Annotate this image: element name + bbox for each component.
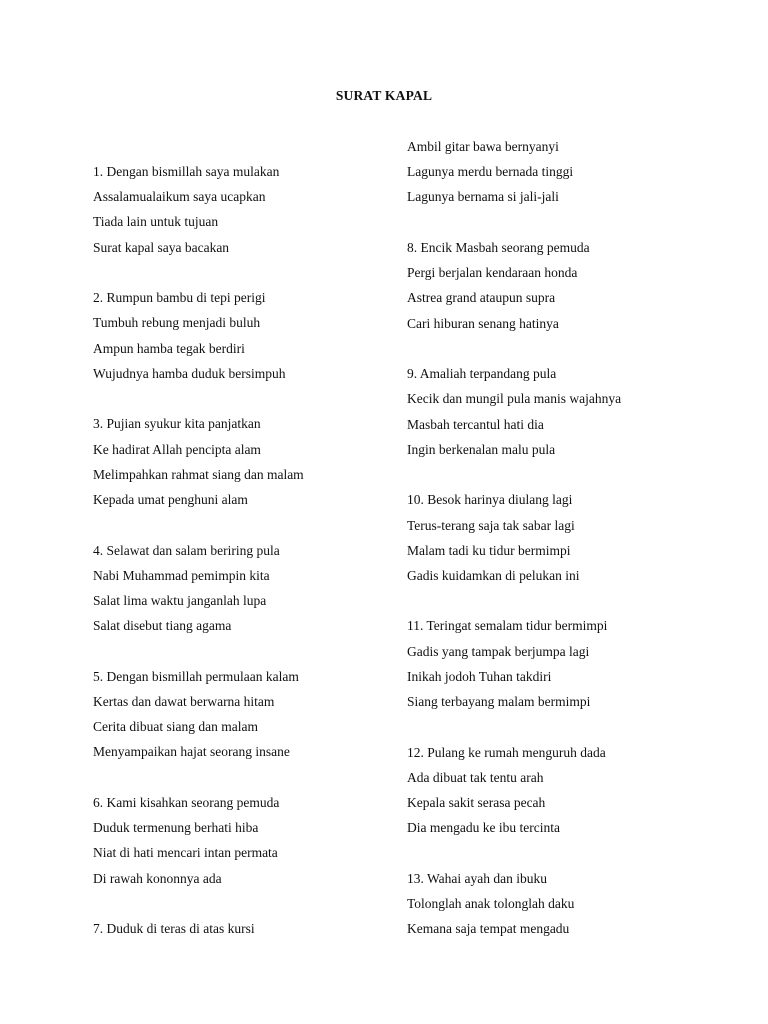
poem-line: Menyampaikan hajat seorang insane <box>93 744 290 760</box>
poem-line: 4. Selawat dan salam beriring pula <box>93 542 280 558</box>
stanza-spacer <box>93 765 393 790</box>
poem-line: Kemana saja tempat mengadu <box>407 921 570 937</box>
poem-line: Astrea grand ataupun supra <box>407 290 556 306</box>
stanza-spacer <box>93 512 393 537</box>
stanza-spacer <box>93 638 393 663</box>
stanza-spacer <box>407 336 707 361</box>
poem-line: Siang terbayang malam bermimpi <box>407 694 591 710</box>
poem-line: 5. Dengan bismillah permulaan kalam <box>93 668 299 684</box>
stanza-spacer <box>93 386 393 411</box>
poem-line: Tumbuh rebung menjadi buluh <box>93 315 261 331</box>
poem-line: Nabi Muhammad pemimpin kita <box>93 567 270 583</box>
poem-line: Kecik dan mungil pula manis wajahnya <box>407 391 622 407</box>
poem-line: Duduk termenung berhati hiba <box>93 820 259 836</box>
poem-line: Inikah jodoh Tuhan takdiri <box>407 668 552 684</box>
poem-line: Salat lima waktu janganlah lupa <box>93 592 267 608</box>
poem-line: Di rawah kononnya ada <box>93 870 222 886</box>
poem-line: Cerita dibuat siang dan malam <box>93 719 258 735</box>
poem-line: Ke hadirat Allah pencipta alam <box>93 441 261 457</box>
poem-line: Gadis kuidamkan di pelukan ini <box>407 567 580 583</box>
poem-line: Assalamualaikum saya ucapkan <box>93 189 266 205</box>
stanza-spacer <box>407 841 707 866</box>
poem-line: 13. Wahai ayah dan ibuku <box>407 870 548 886</box>
poem-line: 11. Teringat semalam tidur bermimpi <box>407 618 608 634</box>
poem-line: Niat di hati mencari intan permata <box>93 845 278 861</box>
poem-line: Dia mengadu ke ibu tercinta <box>407 820 560 836</box>
poem-line: Terus-terang saja tak sabar lagi <box>407 517 575 533</box>
poem-line: 6. Kami kisahkan seorang pemuda <box>93 794 280 810</box>
poem-line: Ingin berkenalan malu pula <box>407 441 556 457</box>
poem-line: Malam tadi ku tidur bermimpi <box>407 542 571 558</box>
poem-line: Kepada umat penghuni alam <box>93 492 248 508</box>
poem-line: 7. Duduk di teras di atas kursi <box>93 921 255 937</box>
poem-line: Ada dibuat tak tentu arah <box>407 769 544 785</box>
poem-line: 10. Besok harinya diulang lagi <box>407 492 573 508</box>
poem-line: 8. Encik Masbah seorang pemuda <box>407 239 590 255</box>
poem-line: Tiada lain untuk tujuan <box>93 214 219 230</box>
poem-line: Ampun hamba tegak berdiri <box>93 340 245 356</box>
right-column <box>407 134 707 942</box>
page-title: SURAT KAPAL <box>335 88 433 103</box>
poem-line: Salat disebut tiang agama <box>93 618 232 634</box>
left-column <box>93 159 393 941</box>
poem-line: Lagunya bernama si jali-jali <box>407 189 559 205</box>
stanza-spacer <box>407 462 707 487</box>
poem-line: Kepala sakit serasa pecah <box>407 795 546 811</box>
poem-line: Surat kapal saya bacakan <box>93 239 230 255</box>
poem-line: Tolonglah anak tolonglah daku <box>407 896 575 912</box>
poem-line: Cari hiburan senang hatinya <box>407 315 559 331</box>
stanza-spacer <box>407 714 707 739</box>
poem-line: Masbah tercantul hati dia <box>407 416 544 432</box>
stanza-spacer <box>407 588 707 613</box>
poem-line: Pergi berjalan kendaraan honda <box>407 265 578 281</box>
poem-line: Wujudnya hamba duduk bersimpuh <box>93 365 286 381</box>
poem-line: 12. Pulang ke rumah menguruh dada <box>407 744 606 760</box>
stanza-spacer <box>407 210 707 235</box>
poem-line: Lagunya merdu bernada tinggi <box>407 164 574 180</box>
poem-line: Kertas dan dawat berwarna hitam <box>93 693 275 709</box>
poem-line: 1. Dengan bismillah saya mulakan <box>93 164 280 179</box>
poem-line: 3. Pujian syukur kita panjatkan <box>93 416 261 432</box>
stanza-spacer <box>93 891 393 916</box>
poem-line: Melimpahkan rahmat siang dan malam <box>93 466 304 482</box>
poem-line: Ambil gitar bawa bernyanyi <box>407 139 559 154</box>
poem-line: Gadis yang tampak berjumpa lagi <box>407 643 590 659</box>
poem-line: 9. Amaliah terpandang pula <box>407 366 557 382</box>
poem-line: 2. Rumpun bambu di tepi perigi <box>93 290 266 306</box>
stanza-spacer <box>93 260 393 285</box>
